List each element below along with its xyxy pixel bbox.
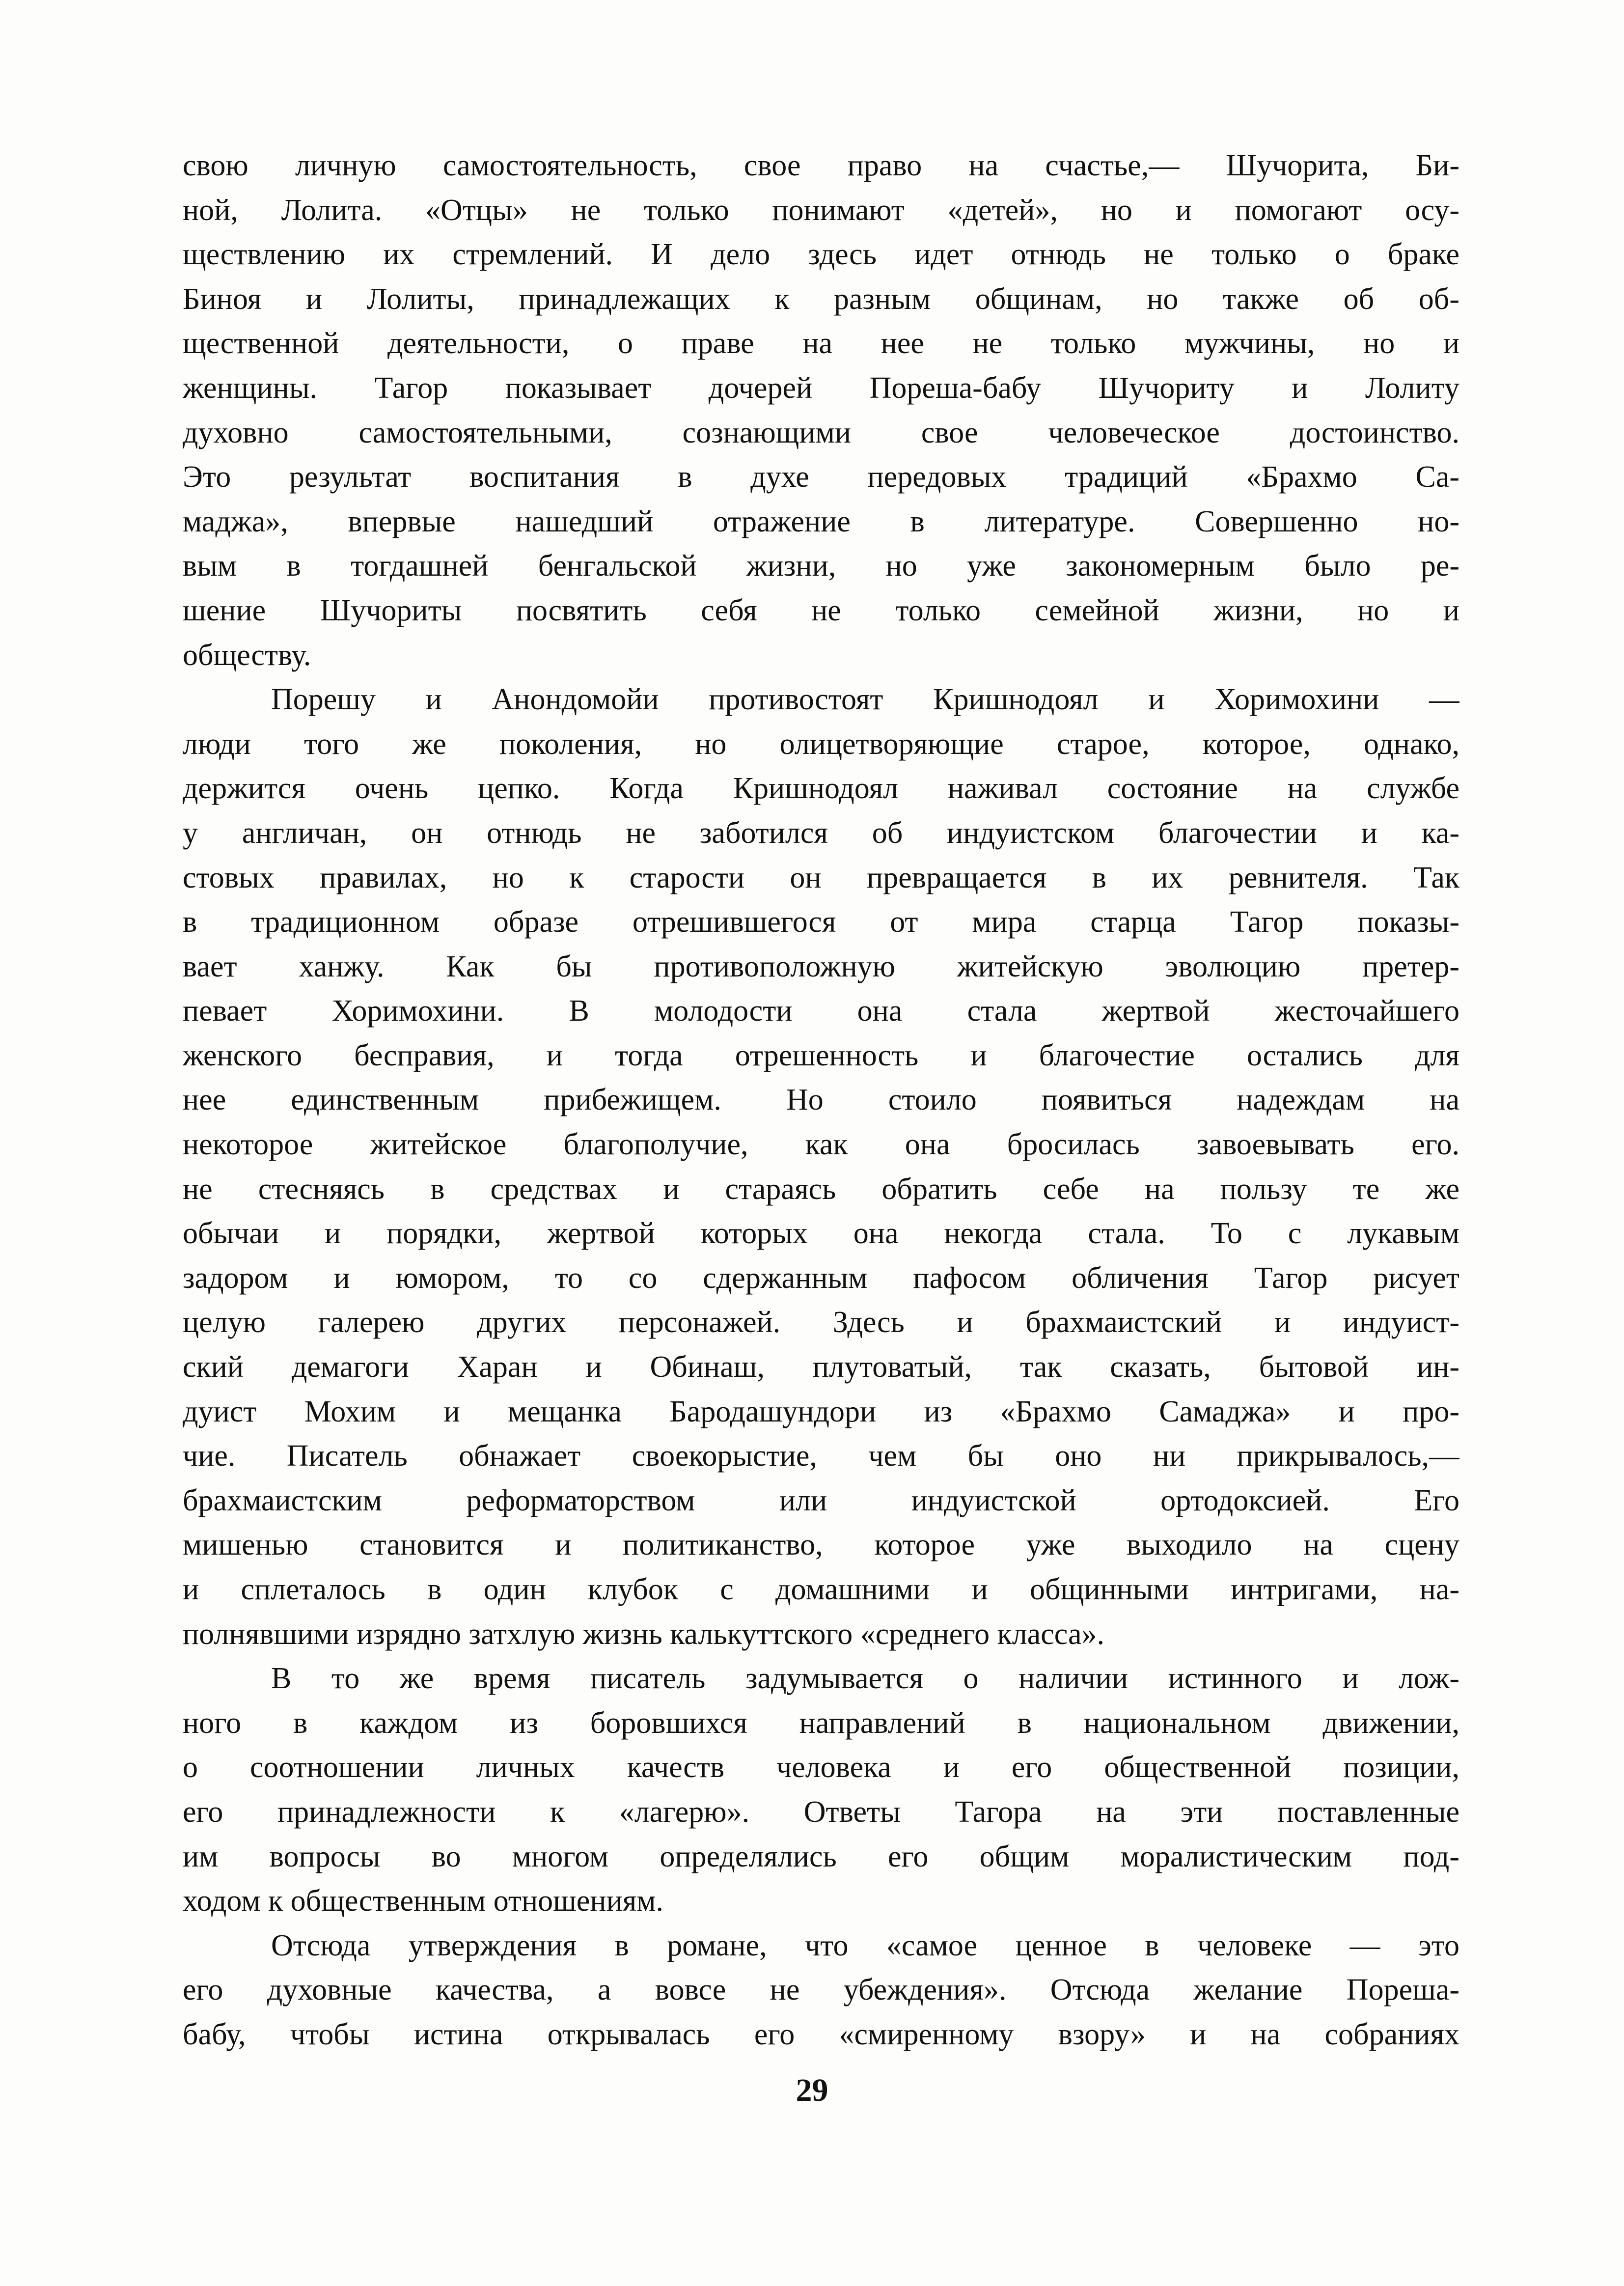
text-line: Биноя и Лолиты, принадлежащих к разным общинам, но также об об- — [183, 282, 1459, 316]
page-body-text — [183, 143, 1459, 2057]
page-number: 29 — [796, 2072, 828, 2108]
text-line: задором и юмором, то со сдержанным пафосом обличения Тагор рисует — [183, 1261, 1459, 1295]
text-line: ществлению их стремлений. И дело здесь идет отнюдь не только о браке — [183, 238, 1459, 272]
text-line: чие. Писатель обнажает своекорыстие, чем бы оно ни прикрывалось,— — [183, 1439, 1459, 1473]
text-line: его принадлежности к «лагерю». Ответы Тагора на эти поставленные — [183, 1795, 1459, 1829]
text-line: обществу. — [183, 638, 311, 672]
text-line: шение Шучориты посвятить себя не только семейной жизни, но и — [183, 593, 1459, 627]
text-line: брахмаистским реформаторством или индуистской ортодоксией. Его — [183, 1483, 1459, 1517]
text-line: держится очень цепко. Когда Кришнодоял наживал состояние на службе — [183, 772, 1459, 806]
text-line: вает ханжу. Как бы противоположную житейскую эволюцию претер- — [183, 949, 1459, 983]
text-line: вым в тогдашней бенгальской жизни, но уже закономерным было ре- — [183, 549, 1459, 583]
text-line: духовно самостоятельными, сознающими свое человеческое достоинство. — [183, 416, 1459, 449]
text-line: дуист Мохим и мещанка Бародашундори из «Брахмо Самаджа» и про- — [183, 1394, 1459, 1428]
text-line: щественной деятельности, о праве на нее не только мужчины, но и — [183, 327, 1459, 361]
text-line: ходом к общественным отношениям. — [183, 1884, 664, 1918]
text-line: ский демагоги Харан и Обинаш, плутоватый, так сказать, бытовой ин- — [183, 1350, 1459, 1384]
text-line: люди того же поколения, но олицетворяющие старое, которое, однако, — [183, 727, 1459, 761]
text-line: бабу, чтобы истина открывалась его «смиренному взору» и на собраниях — [183, 2017, 1459, 2051]
text-line: женского бесправия, и тогда отрешенность и благочестие остались для — [183, 1038, 1459, 1072]
text-line: и сплеталось в один клубок с домашними и общинными интригами, на- — [183, 1573, 1459, 1606]
text-line: целую галерею других персонажей. Здесь и брахмаистский и индуист- — [183, 1306, 1459, 1339]
text-line: ного в каждом из боровшихся направлений в национальном движении, — [183, 1706, 1459, 1740]
text-line: у англичан, он отнюдь не заботился об индуистском благочестии и ка- — [183, 816, 1459, 850]
text-line: Это результат воспитания в духе передовых традиций «Брахмо Са- — [183, 460, 1459, 494]
text-line: маджа», впервые нашедший отражение в литературе. Совершенно но- — [183, 504, 1459, 538]
text-line: женщины. Тагор показывает дочерей Пореша-бабу Шучориту и Лолиту — [183, 371, 1459, 405]
text-line: им вопросы во многом определялись его общим моралистическим под- — [183, 1840, 1459, 1873]
text-line: некоторое житейское благополучие, как она бросилась завоевывать его. — [183, 1128, 1459, 1162]
text-line-first: В то же время писатель задумывается о наличии истинного и лож- — [271, 1662, 1459, 1696]
text-line: обычаи и порядки, жертвой которых она некогда стала. То с лукавым — [183, 1217, 1459, 1251]
text-line: ной, Лолита. «Отцы» не только понимают «детей», но и помогают осу- — [183, 193, 1459, 227]
text-line: не стесняясь в средствах и стараясь обратить себе на пользу те же — [183, 1172, 1459, 1206]
text-line: его духовные качества, а вовсе не убеждения». Отсюда желание Пореша- — [183, 1973, 1459, 2007]
text-line: полнявшими изрядно затхлую жизнь калькуттского «среднего класса». — [183, 1617, 1105, 1651]
text-line: нее единственным прибежищем. Но стоило появиться надеждам на — [183, 1083, 1459, 1117]
text-line: свою личную самостоятельность, свое право на счастье,— Шучорита, Би- — [183, 149, 1459, 182]
text-line-first: Порешу и Анондомойи противостоят Кришнодоял и Хоримохини — — [271, 683, 1459, 717]
text-line: о соотношении личных качеств человека и его общественной позиции, — [183, 1751, 1459, 1784]
text-line: в традиционном образе отрешившегося от мира старца Тагор показы- — [183, 905, 1459, 939]
text-line: певает Хоримохини. В молодости она стала жертвой жесточайшего — [183, 994, 1459, 1028]
text-line: мишенью становится и политиканство, которое уже выходило на сцену — [183, 1528, 1459, 1562]
text-line: стовых правилах, но к старости он превращается в их ревнителя. Так — [183, 861, 1459, 894]
text-line-first: Отсюда утверждения в романе, что «самое ценное в человеке — это — [271, 1928, 1459, 1962]
